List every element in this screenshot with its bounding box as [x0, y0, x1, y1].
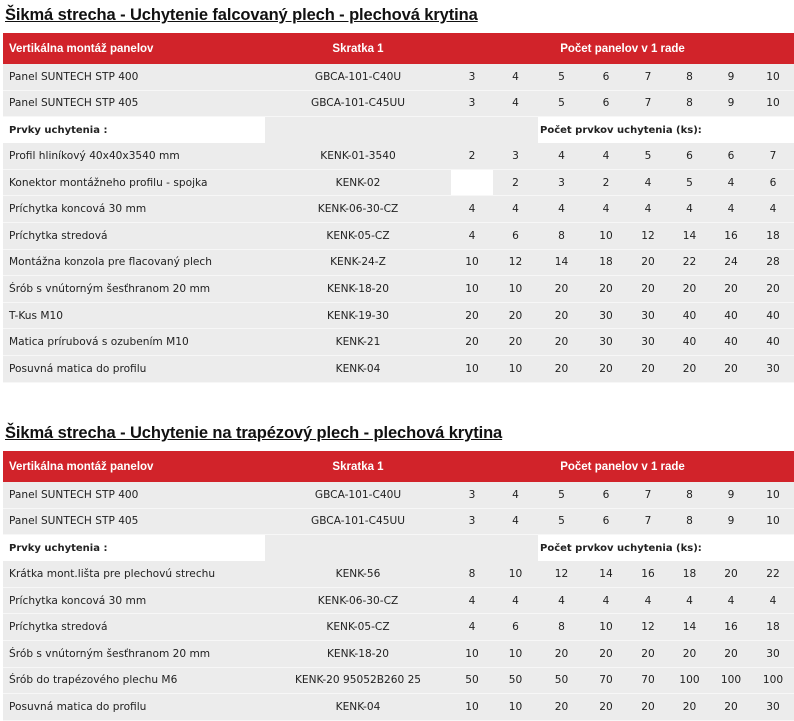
table-row: [3, 588, 794, 615]
mounting-table-trapezovy: [3, 451, 794, 721]
value-cell: 4: [669, 196, 710, 223]
value-cell: [451, 170, 493, 197]
row-code: GBCA-101-C45UU: [265, 91, 451, 118]
value-cell: 4: [585, 196, 627, 223]
row-code: KENK-04: [265, 694, 451, 721]
value-cell: 40: [752, 329, 794, 356]
row-name: Panel SUNTECH STP 405: [3, 91, 265, 118]
row-name: Panel SUNTECH STP 400: [3, 64, 265, 91]
value-cell: 20: [538, 276, 585, 303]
value-cell: 10: [493, 641, 538, 668]
row-code: KENK-18-20: [265, 276, 451, 303]
value-cell: 5: [538, 482, 585, 509]
value-cell: 8: [451, 561, 493, 588]
header-panel-count: Počet panelov v 1 rade: [451, 451, 794, 482]
value-cell: 4: [493, 64, 538, 91]
section-spacer: [493, 535, 538, 561]
header-code: Skratka 1: [265, 33, 451, 64]
row-code: KENK-19-30: [265, 303, 451, 330]
value-cell: 10: [451, 276, 493, 303]
table-row: [3, 356, 794, 383]
value-cell: 20: [585, 694, 627, 721]
value-cell: 40: [710, 329, 752, 356]
row-code: KENK-06-30-CZ: [265, 196, 451, 223]
value-cell: 4: [493, 196, 538, 223]
table-row: [3, 196, 794, 223]
value-cell: 14: [669, 614, 710, 641]
value-cell: 4: [627, 170, 669, 197]
value-cell: 3: [538, 170, 585, 197]
header-mounting: Vertikálna montáž panelov: [3, 33, 265, 64]
row-name: T-Kus M10: [3, 303, 265, 330]
value-cell: 4: [752, 196, 794, 223]
section-spacer: [493, 117, 538, 143]
value-cell: 7: [627, 482, 669, 509]
value-cell: 50: [493, 668, 538, 695]
section-row: [3, 117, 794, 143]
value-cell: 10: [752, 64, 794, 91]
table-row: [3, 64, 794, 91]
table-2-title: Šikmá strecha - Uchytenie na trapézový plech - plechová krytina: [5, 424, 503, 442]
section-label: Prvky uchytenia :: [3, 117, 265, 143]
value-cell: 4: [585, 588, 627, 615]
value-cell: 4: [451, 588, 493, 615]
table-row: [3, 143, 794, 170]
row-code: GBCA-101-C40U: [265, 64, 451, 91]
value-cell: 10: [493, 356, 538, 383]
value-cell: 18: [585, 250, 627, 277]
value-cell: 20: [710, 356, 752, 383]
section-spacer: [265, 535, 451, 561]
value-cell: 40: [669, 303, 710, 330]
table-row: [3, 614, 794, 641]
table-row: [3, 509, 794, 536]
row-name: Príchytka stredová: [3, 223, 265, 250]
row-code: KENK-04: [265, 356, 451, 383]
row-name: Príchytka koncová 30 mm: [3, 196, 265, 223]
value-cell: 20: [627, 276, 669, 303]
value-cell: 18: [669, 561, 710, 588]
value-cell: 4: [710, 196, 752, 223]
value-cell: 8: [669, 64, 710, 91]
row-code: KENK-06-30-CZ: [265, 588, 451, 615]
value-cell: 4: [538, 196, 585, 223]
value-cell: 8: [669, 509, 710, 536]
value-cell: 6: [669, 143, 710, 170]
value-cell: 12: [627, 223, 669, 250]
table-row: [3, 223, 794, 250]
row-code: KENK-05-CZ: [265, 614, 451, 641]
value-cell: 20: [585, 276, 627, 303]
row-name: Panel SUNTECH STP 400: [3, 482, 265, 509]
value-cell: 20: [627, 641, 669, 668]
value-cell: 8: [669, 91, 710, 118]
value-cell: 20: [669, 276, 710, 303]
value-cell: 20: [752, 276, 794, 303]
value-cell: 4: [585, 143, 627, 170]
value-cell: 7: [627, 64, 669, 91]
value-cell: 4: [710, 170, 752, 197]
value-cell: 4: [710, 588, 752, 615]
value-cell: 18: [752, 614, 794, 641]
table-row: [3, 250, 794, 277]
row-name: Panel SUNTECH STP 405: [3, 509, 265, 536]
value-cell: 9: [710, 509, 752, 536]
value-cell: 30: [752, 356, 794, 383]
value-cell: 20: [538, 641, 585, 668]
value-cell: 8: [669, 482, 710, 509]
value-cell: 3: [493, 143, 538, 170]
value-cell: 4: [627, 196, 669, 223]
value-cell: 100: [752, 668, 794, 695]
row-name: Profil hliníkový 40x40x3540 mm: [3, 143, 265, 170]
value-cell: 9: [710, 91, 752, 118]
value-cell: 9: [710, 64, 752, 91]
value-cell: 4: [752, 588, 794, 615]
value-cell: 4: [669, 588, 710, 615]
value-cell: 8: [538, 223, 585, 250]
value-cell: 16: [710, 614, 752, 641]
value-cell: 20: [669, 694, 710, 721]
value-cell: 6: [493, 614, 538, 641]
header-panel-count: Počet panelov v 1 rade: [451, 33, 794, 64]
value-cell: 10: [585, 223, 627, 250]
value-cell: 5: [627, 143, 669, 170]
value-cell: 30: [585, 329, 627, 356]
row-name: Matica prírubová s ozubením M10: [3, 329, 265, 356]
value-cell: 4: [493, 509, 538, 536]
row-code: KENK-56: [265, 561, 451, 588]
row-code: KENK-18-20: [265, 641, 451, 668]
value-cell: 7: [627, 91, 669, 118]
table-row: [3, 641, 794, 668]
value-cell: 2: [585, 170, 627, 197]
section-row: [3, 535, 794, 561]
header-mounting: Vertikálna montáž panelov: [3, 451, 265, 482]
value-cell: 22: [752, 561, 794, 588]
value-cell: 4: [493, 588, 538, 615]
value-cell: 30: [752, 641, 794, 668]
value-cell: 2: [451, 143, 493, 170]
value-cell: 10: [451, 641, 493, 668]
count-label: Počet prvkov uchytenia (ks):: [538, 535, 794, 561]
row-name: Posuvná matica do profilu: [3, 694, 265, 721]
value-cell: 14: [669, 223, 710, 250]
table-header-row: [3, 451, 794, 482]
value-cell: 20: [451, 303, 493, 330]
value-cell: 10: [752, 482, 794, 509]
value-cell: 12: [538, 561, 585, 588]
value-cell: 20: [669, 641, 710, 668]
value-cell: 28: [752, 250, 794, 277]
value-cell: 5: [538, 64, 585, 91]
value-cell: 6: [585, 509, 627, 536]
value-cell: 20: [627, 356, 669, 383]
value-cell: 10: [451, 250, 493, 277]
value-cell: 20: [585, 641, 627, 668]
row-code: KENK-02: [265, 170, 451, 197]
value-cell: 3: [451, 91, 493, 118]
table-row: [3, 668, 794, 695]
value-cell: 20: [627, 694, 669, 721]
row-name: Śrób do trapézového plechu M6: [3, 668, 265, 695]
value-cell: 18: [752, 223, 794, 250]
table-row: [3, 329, 794, 356]
value-cell: 20: [538, 303, 585, 330]
value-cell: 4: [493, 482, 538, 509]
row-code: KENK-20 95052B260 25: [265, 668, 451, 695]
value-cell: 6: [493, 223, 538, 250]
value-cell: 10: [493, 694, 538, 721]
value-cell: 10: [451, 356, 493, 383]
table-row: [3, 561, 794, 588]
value-cell: 3: [451, 509, 493, 536]
value-cell: 30: [627, 329, 669, 356]
value-cell: 50: [451, 668, 493, 695]
value-cell: 4: [451, 196, 493, 223]
value-cell: 20: [710, 694, 752, 721]
value-cell: 7: [752, 143, 794, 170]
value-cell: 40: [710, 303, 752, 330]
table-row: [3, 482, 794, 509]
value-cell: 3: [451, 64, 493, 91]
value-cell: 20: [627, 250, 669, 277]
row-code: KENK-24-Z: [265, 250, 451, 277]
row-name: Krátka mont.lišta pre plechovú strechu: [3, 561, 265, 588]
table-row: [3, 276, 794, 303]
row-name: Príchytka koncová 30 mm: [3, 588, 265, 615]
row-name: Posuvná matica do profilu: [3, 356, 265, 383]
value-cell: 5: [669, 170, 710, 197]
value-cell: 20: [538, 356, 585, 383]
value-cell: 30: [752, 694, 794, 721]
value-cell: 20: [493, 303, 538, 330]
section-spacer: [265, 117, 451, 143]
value-cell: 5: [538, 509, 585, 536]
table-row: [3, 303, 794, 330]
value-cell: 20: [585, 356, 627, 383]
row-code: GBCA-101-C45UU: [265, 509, 451, 536]
row-name: Śrób s vnútorným šesťhranom 20 mm: [3, 641, 265, 668]
value-cell: 4: [451, 614, 493, 641]
row-name: Konektor montážneho profilu - spojka: [3, 170, 265, 197]
table-row: [3, 170, 794, 197]
value-cell: 4: [451, 223, 493, 250]
value-cell: 40: [669, 329, 710, 356]
row-code: GBCA-101-C40U: [265, 482, 451, 509]
value-cell: 6: [752, 170, 794, 197]
value-cell: 6: [710, 143, 752, 170]
value-cell: 100: [669, 668, 710, 695]
value-cell: 10: [493, 561, 538, 588]
value-cell: 16: [627, 561, 669, 588]
value-cell: 100: [710, 668, 752, 695]
value-cell: 5: [538, 91, 585, 118]
value-cell: 50: [538, 668, 585, 695]
value-cell: 20: [538, 694, 585, 721]
value-cell: 40: [752, 303, 794, 330]
value-cell: 22: [669, 250, 710, 277]
value-cell: 12: [493, 250, 538, 277]
value-cell: 10: [493, 276, 538, 303]
table-header-row: [3, 33, 794, 64]
row-code: KENK-05-CZ: [265, 223, 451, 250]
value-cell: 9: [710, 482, 752, 509]
section-label: Prvky uchytenia :: [3, 535, 265, 561]
value-cell: 10: [451, 694, 493, 721]
value-cell: 6: [585, 64, 627, 91]
value-cell: 24: [710, 250, 752, 277]
value-cell: 4: [627, 588, 669, 615]
value-cell: 20: [538, 329, 585, 356]
section-spacer: [451, 117, 493, 143]
value-cell: 6: [585, 482, 627, 509]
value-cell: 20: [493, 329, 538, 356]
value-cell: 4: [493, 91, 538, 118]
value-cell: 20: [710, 561, 752, 588]
value-cell: 10: [752, 91, 794, 118]
table-row: [3, 694, 794, 721]
value-cell: 4: [538, 143, 585, 170]
value-cell: 2: [493, 170, 538, 197]
value-cell: 6: [585, 91, 627, 118]
value-cell: 30: [627, 303, 669, 330]
value-cell: 16: [710, 223, 752, 250]
section-spacer: [451, 535, 493, 561]
row-code: KENK-01-3540: [265, 143, 451, 170]
table-1-title: Šikmá strecha - Uchytenie falcovaný plech - plechová krytina: [5, 6, 478, 24]
header-code: Skratka 1: [265, 451, 451, 482]
count-label: Počet prvkov uchytenia (ks):: [538, 117, 794, 143]
value-cell: 10: [752, 509, 794, 536]
value-cell: 12: [627, 614, 669, 641]
value-cell: 14: [538, 250, 585, 277]
value-cell: 20: [710, 641, 752, 668]
value-cell: 4: [538, 588, 585, 615]
row-name: Montážna konzola pre flacovaný plech: [3, 250, 265, 277]
value-cell: 7: [627, 509, 669, 536]
value-cell: 70: [585, 668, 627, 695]
value-cell: 30: [585, 303, 627, 330]
row-code: KENK-21: [265, 329, 451, 356]
mounting-table-falcovany: [3, 33, 794, 383]
value-cell: 8: [538, 614, 585, 641]
row-name: Śrób s vnútorným šesťhranom 20 mm: [3, 276, 265, 303]
value-cell: 20: [451, 329, 493, 356]
value-cell: 10: [585, 614, 627, 641]
value-cell: 20: [669, 356, 710, 383]
value-cell: 70: [627, 668, 669, 695]
row-name: Príchytka stredová: [3, 614, 265, 641]
table-row: [3, 91, 794, 118]
value-cell: 3: [451, 482, 493, 509]
value-cell: 20: [710, 276, 752, 303]
value-cell: 14: [585, 561, 627, 588]
